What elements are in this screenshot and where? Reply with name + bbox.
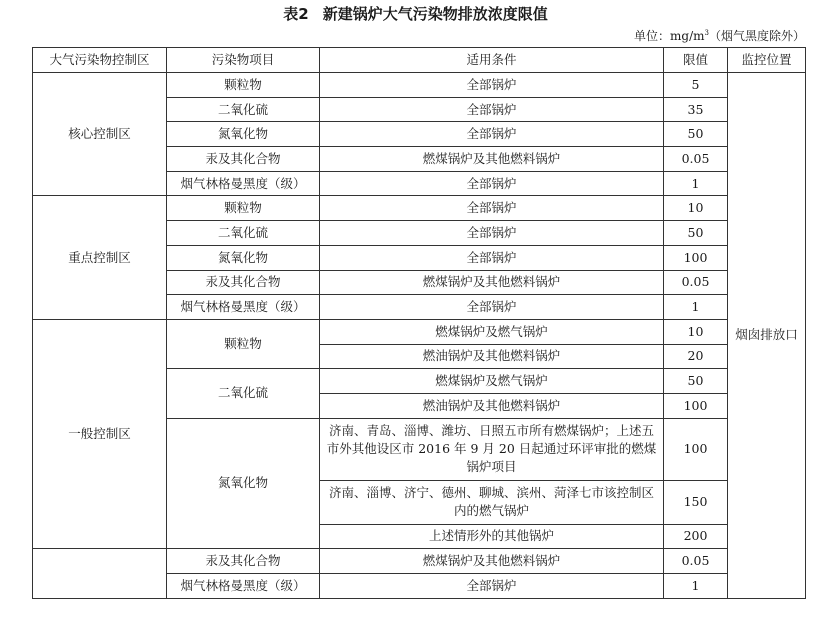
pollutant-cell: 汞及其化合物 — [167, 549, 320, 574]
table-row — [33, 319, 806, 344]
pollutant-cell: 氮氧化物 — [167, 418, 320, 549]
pollutant-cell: 汞及其化合物 — [167, 270, 320, 295]
pollutant-cell: 二氧化硫 — [167, 369, 320, 418]
table-row — [33, 73, 806, 98]
condition-cell: 燃煤锅炉及其他燃料锅炉 — [320, 549, 664, 574]
header-limit: 限值 — [664, 48, 728, 73]
pollutant-cell: 烟气林格曼黑度（级） — [167, 295, 320, 320]
pollutant-cell: 二氧化硫 — [167, 221, 320, 246]
unit-prefix: 单位： — [634, 29, 671, 43]
monitor-location-cell: 烟囱排放口 — [728, 73, 806, 599]
unit-note — [634, 25, 805, 44]
header-pollutant: 污染物项目 — [167, 48, 320, 73]
condition-cell: 燃油锅炉及其他燃料锅炉 — [320, 344, 664, 369]
pollutant-cell: 氮氧化物 — [167, 245, 320, 270]
condition-cell: 全部锅炉 — [320, 97, 664, 122]
zone-cell: 重点控制区 — [33, 196, 167, 319]
pollutant-cell: 烟气林格曼黑度（级） — [167, 171, 320, 196]
condition-cell: 济南、淄博、济宁、德州、聊城、滨州、菏泽七市该控制区内的燃气锅炉 — [320, 480, 664, 524]
table-row — [33, 549, 806, 574]
limit-cell: 0.05 — [664, 549, 728, 574]
header-zone: 大气污染物控制区 — [33, 48, 167, 73]
unit-main: mg/m — [670, 29, 705, 43]
limit-cell: 1 — [664, 574, 728, 599]
header-condition: 适用条件 — [320, 48, 664, 73]
condition-cell: 燃煤锅炉及燃气锅炉 — [320, 319, 664, 344]
limit-cell: 5 — [664, 73, 728, 98]
limit-cell: 200 — [664, 524, 728, 549]
pollutant-cell: 汞及其化合物 — [167, 147, 320, 172]
limit-cell: 50 — [664, 122, 728, 147]
table-number: 表2 — [283, 5, 309, 23]
unit-superscript: 3 — [704, 29, 709, 37]
condition-cell: 燃煤锅炉及燃气锅炉 — [320, 369, 664, 394]
condition-cell: 全部锅炉 — [320, 221, 664, 246]
limit-cell: 50 — [664, 221, 728, 246]
table-title-text: 新建锅炉大气污染物排放浓度限值 — [322, 5, 548, 23]
condition-cell: 上述情形外的其他锅炉 — [320, 524, 664, 549]
pollutant-cell: 二氧化硫 — [167, 97, 320, 122]
header-monitor: 监控位置 — [728, 48, 806, 73]
limit-cell: 100 — [664, 393, 728, 418]
pollutant-cell: 颗粒物 — [167, 196, 320, 221]
limit-cell: 0.05 — [664, 270, 728, 295]
limit-cell: 0.05 — [664, 147, 728, 172]
zone-cell-empty — [33, 549, 167, 598]
limit-cell: 10 — [664, 319, 728, 344]
limit-cell: 1 — [664, 171, 728, 196]
condition-cell: 全部锅炉 — [320, 73, 664, 98]
zone-cell: 核心控制区 — [33, 73, 167, 196]
emission-limits-table — [32, 47, 806, 599]
condition-cell: 济南、青岛、淄博、潍坊、日照五市所有燃煤锅炉；上述五市外其他设区市 2016 年 9 月 20 日起通过环评审批的燃煤锅炉项目 — [320, 418, 664, 480]
condition-cell: 全部锅炉 — [320, 295, 664, 320]
limit-cell: 35 — [664, 97, 728, 122]
limit-cell: 150 — [664, 480, 728, 524]
condition-cell: 燃煤锅炉及其他燃料锅炉 — [320, 147, 664, 172]
condition-cell: 燃煤锅炉及其他燃料锅炉 — [320, 270, 664, 295]
limit-cell: 10 — [664, 196, 728, 221]
condition-cell: 全部锅炉 — [320, 171, 664, 196]
condition-cell: 全部锅炉 — [320, 196, 664, 221]
limit-cell: 20 — [664, 344, 728, 369]
limit-cell: 100 — [664, 245, 728, 270]
condition-cell: 燃油锅炉及其他燃料锅炉 — [320, 393, 664, 418]
limit-cell: 100 — [664, 418, 728, 480]
zone-cell: 一般控制区 — [33, 319, 167, 548]
condition-cell: 全部锅炉 — [320, 574, 664, 599]
pollutant-cell: 氮氧化物 — [167, 122, 320, 147]
pollutant-cell: 烟气林格曼黑度（级） — [167, 574, 320, 599]
pollutant-cell: 颗粒物 — [167, 73, 320, 98]
limit-cell: 1 — [664, 295, 728, 320]
table-row — [33, 196, 806, 221]
limit-cell: 50 — [664, 369, 728, 394]
unit-exception: （烟气黑度除外） — [708, 29, 805, 43]
table-title — [0, 4, 831, 24]
pollutant-cell: 颗粒物 — [167, 319, 320, 368]
condition-cell: 全部锅炉 — [320, 122, 664, 147]
condition-cell: 全部锅炉 — [320, 245, 664, 270]
